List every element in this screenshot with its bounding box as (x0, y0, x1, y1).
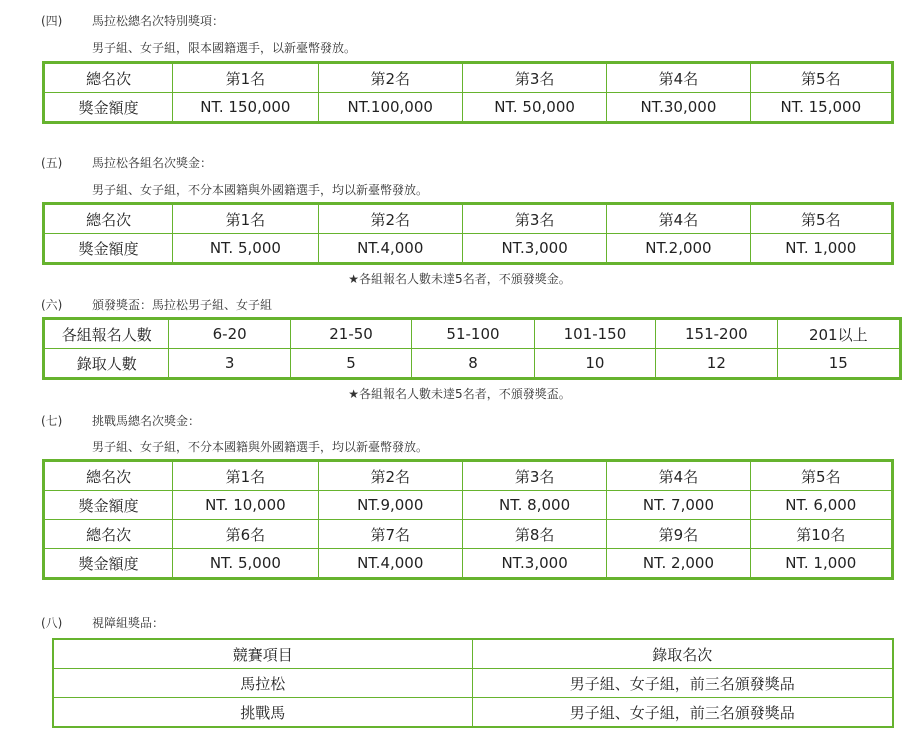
section-7-description: 男子組、女子組，不分本國籍與外國籍選手，均以新臺幣發放。 (92, 440, 429, 454)
table-header-cell: 6-20 (169, 319, 290, 349)
table-cell: NT.100,000 (318, 93, 462, 123)
table-header-cell: 第5名 (750, 204, 892, 234)
section-6-title: 頒發獎盃：馬拉松男子組、女子組 (92, 298, 273, 312)
marathon-group-prize-table (42, 202, 894, 265)
section-7-title: 挑戰馬總名次獎金： (92, 414, 201, 428)
table-header-cell: 第3名 (462, 461, 606, 491)
table-cell: NT.9,000 (318, 491, 462, 520)
table-row (44, 204, 893, 234)
table-cell: NT. 1,000 (750, 549, 892, 579)
table-header-cell: 各組報名人數 (44, 319, 169, 349)
table-cell: 獎金額度 (44, 549, 173, 579)
table-header-cell: 第5名 (750, 63, 892, 93)
table-header-cell: 第1名 (173, 204, 318, 234)
table-row (44, 234, 893, 264)
table-header-cell: 錄取名次 (472, 639, 893, 669)
table-cell: 15 (777, 349, 900, 379)
table-cell: NT. 6,000 (750, 491, 892, 520)
section-5-number: (五) (41, 156, 63, 170)
table-cell: NT. 8,000 (462, 491, 606, 520)
table-header-cell: 第5名 (750, 461, 892, 491)
table-header-cell: 151-200 (656, 319, 777, 349)
table-cell: 挑戰馬 (53, 698, 472, 728)
table-cell: NT. 2,000 (607, 549, 750, 579)
table-cell: NT.4,000 (318, 549, 462, 579)
section-6-number: (六) (41, 298, 63, 312)
table-cell: NT.4,000 (318, 234, 462, 264)
challenge-prize-table (42, 459, 894, 580)
prize-money-note: ★各組報名人數未達5名者，不頒發獎金。 (348, 272, 571, 286)
table-row (53, 669, 893, 698)
section-8-number: (八) (41, 616, 63, 630)
table-header-cell: 總名次 (44, 461, 173, 491)
table-row (53, 698, 893, 728)
table-header-cell: 第7名 (318, 520, 462, 549)
table-cell: 8 (412, 349, 534, 379)
table-header-cell: 第2名 (318, 63, 462, 93)
section-4-number: (四) (41, 14, 63, 28)
table-header-cell: 第1名 (173, 461, 318, 491)
table-header-cell: 21-50 (290, 319, 411, 349)
table-header-cell: 51-100 (412, 319, 534, 349)
table-row (44, 491, 893, 520)
section-7-number: (七) (41, 414, 63, 428)
section-8-title: 視障組獎品： (92, 616, 165, 630)
table-header-cell: 第8名 (462, 520, 606, 549)
section-5-description: 男子組、女子組，不分本國籍與外國籍選手，均以新臺幣發放。 (92, 183, 429, 197)
table-cell: 獎金額度 (44, 93, 173, 123)
table-header-cell: 第3名 (462, 204, 606, 234)
table-row (53, 639, 893, 669)
table-row (44, 461, 893, 491)
table-cell: 5 (290, 349, 411, 379)
table-header-cell: 第2名 (318, 461, 462, 491)
table-row (44, 520, 893, 549)
table-cell: 10 (534, 349, 655, 379)
table-cell: NT. 1,000 (750, 234, 892, 264)
table-cell: NT.30,000 (607, 93, 750, 123)
table-cell: 錄取人數 (44, 349, 169, 379)
section-4-title: 馬拉松總名次特別獎項： (92, 14, 225, 28)
table-header-cell: 競賽項目 (53, 639, 472, 669)
table-cell: NT.3,000 (462, 549, 606, 579)
table-header-cell: 第9名 (607, 520, 750, 549)
table-cell: 3 (169, 349, 290, 379)
table-row (44, 63, 893, 93)
table-header-cell: 第4名 (607, 461, 750, 491)
table-cell: NT. 5,000 (173, 549, 318, 579)
section-4-description: 男子組、女子組，限本國籍選手，以新臺幣發放。 (92, 41, 357, 55)
table-cell: NT. 15,000 (750, 93, 892, 123)
table-cell: 獎金額度 (44, 491, 173, 520)
table-cell: NT. 10,000 (173, 491, 318, 520)
table-cell: NT. 5,000 (173, 234, 318, 264)
table-cell: NT.2,000 (607, 234, 750, 264)
table-header-cell: 第4名 (607, 204, 750, 234)
table-cell: NT. 7,000 (607, 491, 750, 520)
table-cell: 馬拉松 (53, 669, 472, 698)
table-header-cell: 第1名 (173, 63, 318, 93)
table-cell: 12 (656, 349, 777, 379)
table-cell: NT. 150,000 (173, 93, 318, 123)
section-5-title: 馬拉松各組名次獎金： (92, 156, 213, 170)
table-cell: NT.3,000 (462, 234, 606, 264)
table-cell: 男子組、女子組，前三名頒發獎品 (472, 669, 893, 698)
table-header-cell: 第2名 (318, 204, 462, 234)
table-header-cell: 201以上 (777, 319, 900, 349)
table-header-cell: 101-150 (534, 319, 655, 349)
table-header-cell: 第4名 (607, 63, 750, 93)
table-header-cell: 第10名 (750, 520, 892, 549)
table-row (44, 93, 893, 123)
table-row (44, 549, 893, 579)
trophy-note: ★各組報名人數未達5名者，不頒發獎盃。 (348, 387, 571, 401)
table-row (44, 349, 901, 379)
table-header-cell: 第6名 (173, 520, 318, 549)
table-header-cell: 總名次 (44, 520, 173, 549)
marathon-overall-prize-table (42, 61, 894, 124)
table-cell: 獎金額度 (44, 234, 173, 264)
table-header-cell: 總名次 (44, 204, 173, 234)
table-row (44, 319, 901, 349)
table-cell: NT. 50,000 (462, 93, 606, 123)
visually-impaired-prize-table (52, 638, 894, 728)
table-header-cell: 總名次 (44, 63, 173, 93)
trophy-table (42, 317, 902, 380)
table-header-cell: 第3名 (462, 63, 606, 93)
table-cell: 男子組、女子組，前三名頒發獎品 (472, 698, 893, 728)
